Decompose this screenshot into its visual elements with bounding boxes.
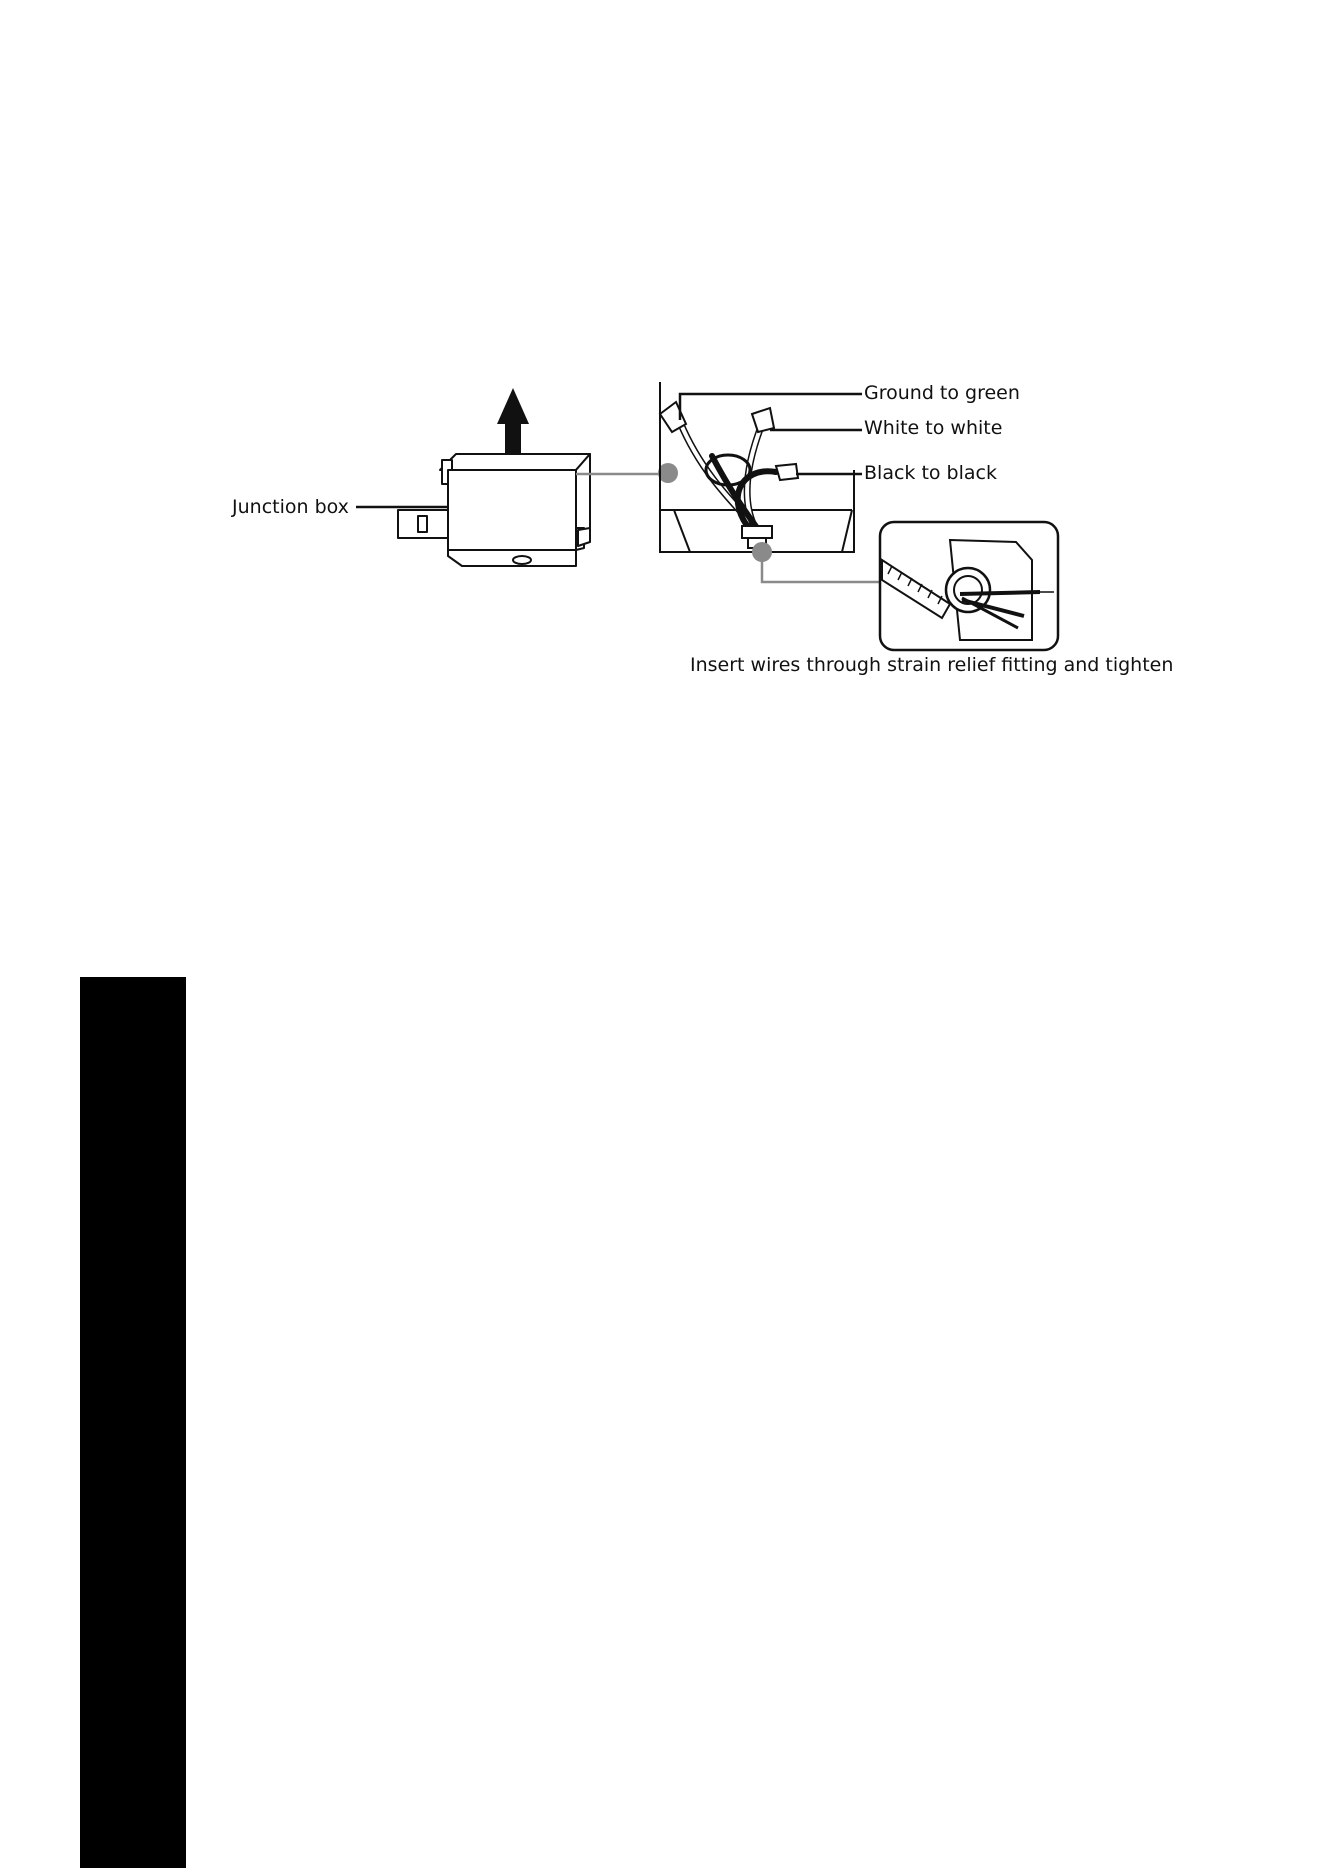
connector-line (576, 463, 678, 483)
inset-connector (752, 542, 884, 582)
wire-bundle (680, 422, 776, 532)
junction-box-drawing (398, 454, 590, 566)
insert-instruction-label: Insert wires through strain relief fitting and tighten (690, 654, 1174, 676)
side-tab (80, 977, 186, 1868)
junction-box-label: Junction box (232, 496, 349, 518)
inset-detail (880, 522, 1058, 650)
black-label: Black to black (864, 462, 997, 484)
callout-leaders (680, 394, 862, 474)
ground-label: Ground to green (864, 382, 1020, 404)
white-label: White to white (864, 417, 1003, 439)
